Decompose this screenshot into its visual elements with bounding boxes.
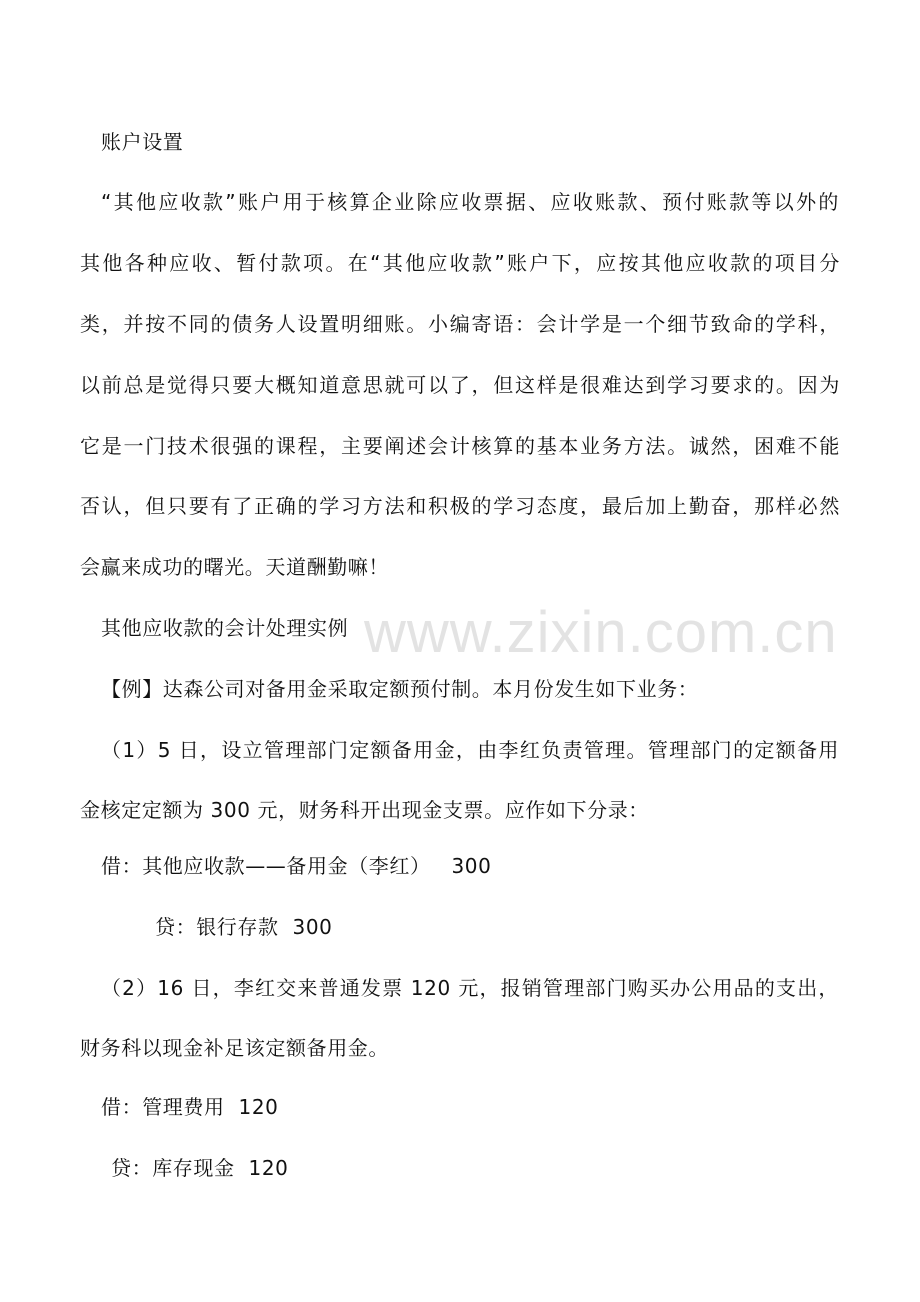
section-title-account-setup: 账户设置 bbox=[101, 130, 184, 154]
paragraph-line: 以前总是觉得只要大概知道意思就可以了，但这样是很难达到学习要求的。因为 bbox=[80, 373, 840, 397]
paragraph-line: 其他各种应收、暂付款项。在“其他应收款”账户下，应按其他应收款的项目分 bbox=[80, 251, 840, 275]
paragraph-line: “其他应收款”账户用于核算企业除应收票据、应收账款、预付账款等以外的 bbox=[101, 190, 839, 214]
item-line: （2）16 日，李红交来普通发票 120 元，报销管理部门购买办公用品的支出， bbox=[101, 976, 839, 1000]
paragraph-line: 会赢来成功的曙光。天道酬勤嘛！ bbox=[80, 555, 389, 579]
section-title-accounting-example: 其他应收款的会计处理实例 bbox=[101, 616, 349, 640]
paragraph-line: 否认，但只要有了正确的学习方法和积极的学习态度，最后加上勤奋，那样必然 bbox=[80, 494, 840, 518]
journal-entry-debit: 借：管理费用 120 bbox=[101, 1095, 279, 1119]
example-intro: 【例】达森公司对备用金采取定额预付制。本月份发生如下业务： bbox=[101, 677, 699, 701]
paragraph-line: 它是一门技术很强的课程，主要阐述会计核算的基本业务方法。诚然，困难不能 bbox=[80, 434, 840, 458]
item-line: 财务科以现金补足该定额备用金。 bbox=[80, 1036, 389, 1060]
journal-entry-credit: 贷：银行存款 300 bbox=[155, 915, 333, 939]
item-line: （1）5 日，设立管理部门定额备用金，由李红负责管理。管理部门的定额备用 bbox=[101, 738, 839, 762]
item-line: 金核定定额为 300 元，财务科开出现金支票。应作如下分录： bbox=[80, 798, 649, 822]
journal-entry-credit: 贷：库存现金 120 bbox=[111, 1156, 289, 1180]
watermark: www.zixin.com.cn bbox=[364, 600, 838, 665]
paragraph-line: 类，并按不同的债务人设置明细账。小编寄语：会计学是一个细节致命的学科， bbox=[80, 312, 840, 336]
journal-entry-debit: 借：其他应收款——备用金（李红） 300 bbox=[101, 854, 492, 878]
